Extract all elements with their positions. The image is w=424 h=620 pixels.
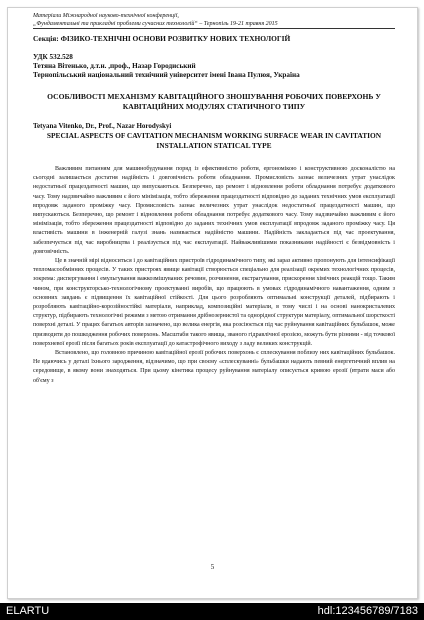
body-paragraph: Важливим питанням для машинобудування поряд із ефективністю роботи, ергономікою і конструктивною досконалістю на сьогодні залишається достатня надійність і довговічність роботи обладнання. Промисловість зазнає величезних утрат унаслідок недостатньої працездатності машин, що випускаються. Безперечно, що ремонт і відновлення роботи обладнання потребує додаткового часу. Тому надзвичайно важливим є його мінімізація, тобто збереження працездатності відповідно до заданих технічних умов експлуатації впродовж заданого проміжку часу. Промисловість зазнає величезних утрат унаслідок недостатньої працездатності машин, що випускаються. Безперечно, що ремонт і відновлення роботи обладнання потребує додаткового часу. Тому надзвичайно важливим є його мінімізація, тобто збереження працездатності відповідно до заданих технічних умов експлуатації впродовж заданого проміжку часу. Ця властивість машини в інженерній галузі знань називається надійністю машини. Надійність закладається під час проектування, забезпечується під час виробництва і реалізується під час експлуатації. Найважливішими показниками надійності є безвідмовність і довговічність. — [33, 166, 395, 255]
document-page — [7, 7, 418, 599]
paper-title-en: SPECIAL ASPECTS OF CAVITATION MECHANISM WORKING SURFACE WEAR IN CAVITATION INSTALLATION STATICAL TYPE — [46, 131, 382, 150]
conference-header-line2: „Фундаментальні та прикладні проблеми сучасних технологій“ – Тернопіль 19-21 травня 2015 — [33, 20, 395, 29]
handle-identifier: hdl:123456789/7183 — [317, 605, 418, 617]
udk-code: УДК 532.528 — [33, 53, 73, 61]
body-text — [33, 165, 395, 386]
page-number: 5 — [210, 563, 215, 571]
viewer-footer-bar — [0, 603, 424, 620]
conference-header-line1: Матеріали Міжнародної науково-технічної конференції, — [33, 13, 179, 19]
body-paragraph: Встановлено, що головною причиною кавітаційної ерозії робочих поверхонь є сплескування поблизу них кавітаційних бульбашок. Не вдаючись у деталі їхнього зародження, відзначимо, що при своєму «сплескуванні» бульбашки надають певний енергетичний вплив на середовище, в якому вони знаходяться. При цьому кінетика процесу руйнування матеріалу описується кривою ерозії (втрати маси або об'єму з — [33, 350, 395, 384]
section-heading: Секція: ФІЗИКО-ТЕХНІЧНІ ОСНОВИ РОЗВИТКУ НОВИХ ТЕХНОЛОГІЙ — [33, 34, 291, 43]
body-paragraph: Це в значній мірі відноситься і до кавітаційних пристроїв гідродинамічного типу, які зараз активно пропонують для інтенсифікації тепломасообмінних процесів. У таких пристроях явище кавітації створюється спеціально для реалізації окремих технологічних процесів, зокрема: диспергування і емульгування важкозмішуваних речовин, розчинення, екстрагування, прискорення хімічних реакцій тощо. Таким чином, при конструкторсько-технологічному проектуванні виробів, що працюють в умовах гідродинамічного навантаження, одним з основних завдань є підвищення їх кавітаційної стійкості. Для цього розробляють оптимальні конструкції деталей, підбирають і розробляють кавітаційно-корозійностійкі матеріали, наприклад, композиційні матеріали, в тому числі і на основі нанокристалевих структур, підбирають технологічні режими з метою отримання дрібнозернистої та однорідної структури матеріалу, оптимальної шорсткості поверхні деталі. У працях багатьох авторів зазначено, що велика енергія, яка розсіюється під час руйнування кавітаційних бульбашок, може призводити до пошкодження робочих поверхонь. Масштаби такого явища, званого гідравлічної ерозією, можуть бути різними - від точкової поверхневої ерозії після багатьох років експлуатації до катастрофічного виходу з ладу великих конструкцій. — [33, 258, 395, 347]
page-content — [33, 12, 395, 386]
authors-en: Tetyana Vitenko, Dr., Prof., Nazar Horodyskyi — [33, 122, 172, 130]
repository-label: ELARTU — [6, 605, 50, 617]
affiliation: Тернопільський національний технічний університет імені Івана Пулюя, Україна — [33, 71, 300, 79]
paper-title-uk: ОСОБЛИВОСТІ МЕХАНІЗМУ КАВІТАЦІЙНОГО ЗНОШУВАННЯ РОБОЧИХ ПОВЕРХОНЬ У КАВІТАЦІЙНИХ МОДУЛЯХ СТАТИЧНОГО ТИПУ — [47, 92, 381, 111]
authors-uk: Тетяна Вітенько, д.т.н. ,проф., Назар Городиський — [33, 62, 196, 70]
